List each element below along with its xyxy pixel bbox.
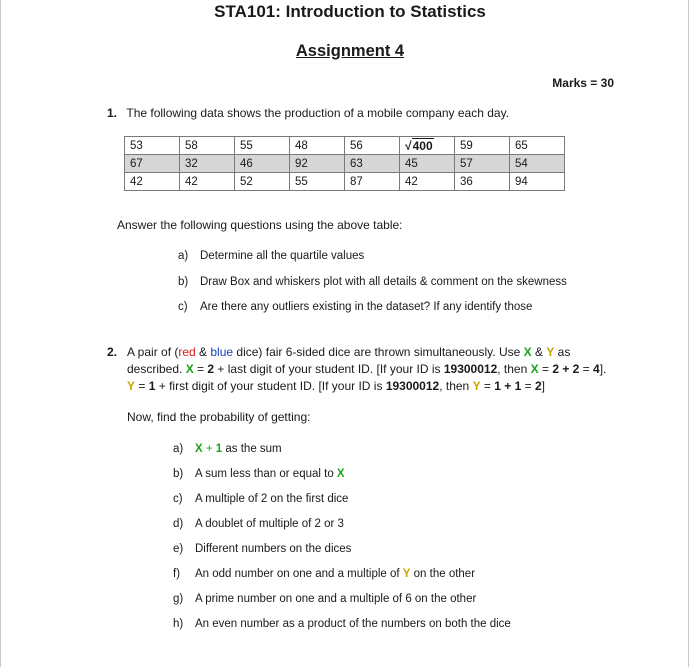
table-cell: 42 bbox=[400, 173, 455, 191]
question-2-part-c bbox=[173, 493, 348, 505]
bold-expression: 2 + 2 bbox=[552, 362, 580, 376]
variable-y: Y bbox=[472, 379, 481, 393]
question-2-part-f bbox=[173, 568, 475, 580]
square-root-value bbox=[405, 138, 434, 153]
part-label: a) bbox=[173, 443, 184, 455]
question-1 bbox=[107, 106, 509, 120]
table-row bbox=[125, 173, 565, 191]
sqrt-radicand: 400 bbox=[412, 138, 433, 153]
page-edge-left bbox=[0, 0, 1, 667]
part-text: Are there any outliers existing in the dataset? If any identify those bbox=[200, 301, 533, 313]
part-text: on the other bbox=[410, 568, 476, 580]
question-2-line-3 bbox=[127, 379, 545, 393]
part-label: d) bbox=[173, 518, 184, 530]
document-title: STA101: Introduction to Statistics bbox=[214, 2, 486, 21]
question-1-part-c bbox=[178, 301, 532, 313]
student-id-example: 19300012 bbox=[443, 362, 498, 376]
assignment-heading bbox=[0, 42, 700, 61]
question-1-part-a bbox=[178, 250, 364, 262]
text-run: = bbox=[521, 379, 535, 393]
table-cell: 45 bbox=[400, 155, 455, 173]
variable-x: X bbox=[195, 443, 203, 455]
text-run: , then bbox=[497, 362, 531, 376]
table-cell: 42 bbox=[180, 173, 235, 191]
question-2-part-e bbox=[173, 543, 351, 555]
table-cell: 53 bbox=[125, 137, 180, 155]
red-dice-word: red bbox=[178, 345, 196, 359]
text-run: as bbox=[554, 345, 571, 359]
table-cell: 94 bbox=[510, 173, 565, 191]
part-text: A doublet of multiple of 2 or 3 bbox=[195, 518, 344, 530]
text-run: , then bbox=[439, 379, 473, 393]
text-run: = bbox=[579, 362, 594, 376]
production-table bbox=[124, 136, 565, 191]
table-cell: 54 bbox=[510, 155, 565, 173]
part-label: c) bbox=[173, 493, 183, 505]
student-id-example: 19300012 bbox=[385, 379, 440, 393]
bold-number: 1 bbox=[215, 443, 223, 455]
question-2-part-h bbox=[173, 618, 511, 630]
text-run: ] bbox=[541, 379, 546, 393]
question-2-line-2 bbox=[127, 362, 606, 376]
table-cell: 56 bbox=[345, 137, 400, 155]
variable-y: Y bbox=[402, 568, 411, 580]
part-label: h) bbox=[173, 618, 184, 630]
text-run: described. bbox=[127, 362, 186, 376]
text-run: + last digit of your student ID. [If your ID is bbox=[214, 362, 444, 376]
table-cell: 92 bbox=[290, 155, 345, 173]
table-cell: 57 bbox=[455, 155, 510, 173]
bold-number: 2 bbox=[207, 362, 215, 376]
plus-sign: + bbox=[202, 443, 216, 455]
variable-y: Y bbox=[546, 345, 555, 359]
part-label: g) bbox=[173, 593, 184, 605]
table-cell: 87 bbox=[345, 173, 400, 191]
variable-x: X bbox=[530, 362, 539, 376]
text-run: ]. bbox=[599, 362, 607, 376]
table-cell: 52 bbox=[235, 173, 290, 191]
part-text: An odd number on one and a multiple of bbox=[195, 568, 403, 580]
question-1-number: 1. bbox=[107, 106, 118, 120]
part-text: Draw Box and whiskers plot with all details & comment on the skewness bbox=[200, 276, 567, 288]
part-label: b) bbox=[173, 468, 184, 480]
part-text: as the sum bbox=[222, 443, 282, 455]
table-cell: 58 bbox=[180, 137, 235, 155]
part-text: A sum less than or equal to bbox=[195, 468, 337, 480]
text-run: & bbox=[531, 345, 547, 359]
question-1-instruction: Answer the following questions using the above table: bbox=[117, 218, 403, 232]
question-2-prompt: Now, find the probability of getting: bbox=[127, 410, 311, 424]
bold-expression: 1 + 1 bbox=[494, 379, 522, 393]
table-row bbox=[125, 155, 565, 173]
bold-number: 4 bbox=[593, 362, 600, 376]
question-1-text: The following data shows the production of a mobile company each day. bbox=[126, 106, 510, 120]
table-cell: 67 bbox=[125, 155, 180, 173]
text-run: = bbox=[538, 362, 553, 376]
bold-number: 1 bbox=[148, 379, 156, 393]
table-cell: 59 bbox=[455, 137, 510, 155]
table-cell-sqrt bbox=[400, 137, 455, 155]
part-text: A prime number on one and a multiple of 6 on the other bbox=[195, 593, 477, 605]
text-run: dice) fair 6-sided dice are thrown simultaneously. Use bbox=[233, 345, 524, 359]
table-cell: 65 bbox=[510, 137, 565, 155]
part-label: a) bbox=[178, 250, 189, 262]
blue-dice-word: blue bbox=[210, 345, 234, 359]
text-run: + first digit of your student ID. [If your ID is bbox=[155, 379, 386, 393]
text-run: A pair of ( bbox=[127, 345, 179, 359]
part-text: Different numbers on the dices bbox=[195, 543, 352, 555]
table-row bbox=[125, 137, 565, 155]
page-edge-right bbox=[688, 0, 689, 667]
variable-x: X bbox=[336, 468, 345, 480]
part-label: c) bbox=[178, 301, 188, 313]
table-cell: 46 bbox=[235, 155, 290, 173]
text-run: = bbox=[135, 379, 149, 393]
marks-label: Marks = 30 bbox=[552, 76, 614, 90]
assignment-heading-text: Assignment 4 bbox=[295, 42, 405, 60]
part-label: e) bbox=[173, 543, 184, 555]
bold-number: 2 bbox=[534, 379, 542, 393]
part-text: An even number as a product of the numbers on both the dice bbox=[195, 618, 511, 630]
sqrt-symbol: √ bbox=[405, 138, 412, 153]
variable-x: X bbox=[523, 345, 532, 359]
question-2-part-g bbox=[173, 593, 476, 605]
question-1-part-b bbox=[178, 276, 567, 288]
text-run: = bbox=[480, 379, 495, 393]
table-cell: 63 bbox=[345, 155, 400, 173]
table-cell: 55 bbox=[235, 137, 290, 155]
table-cell: 36 bbox=[455, 173, 510, 191]
part-text: Determine all the quartile values bbox=[200, 250, 365, 262]
table-cell: 42 bbox=[125, 173, 180, 191]
part-text: A multiple of 2 on the first dice bbox=[195, 493, 349, 505]
question-2-part-d bbox=[173, 518, 344, 530]
text-run: = bbox=[193, 362, 208, 376]
question-2-number: 2. bbox=[107, 345, 118, 359]
question-2-part-a bbox=[173, 443, 282, 455]
question-2-part-b bbox=[173, 468, 345, 480]
variable-y: Y bbox=[127, 379, 136, 393]
text-run: & bbox=[195, 345, 211, 359]
part-label: b) bbox=[178, 276, 189, 288]
variable-x: X bbox=[185, 362, 194, 376]
table-cell: 55 bbox=[290, 173, 345, 191]
table-cell: 48 bbox=[290, 137, 345, 155]
part-label: f) bbox=[173, 568, 181, 580]
table-cell: 32 bbox=[180, 155, 235, 173]
question-2-line-1 bbox=[127, 345, 570, 359]
